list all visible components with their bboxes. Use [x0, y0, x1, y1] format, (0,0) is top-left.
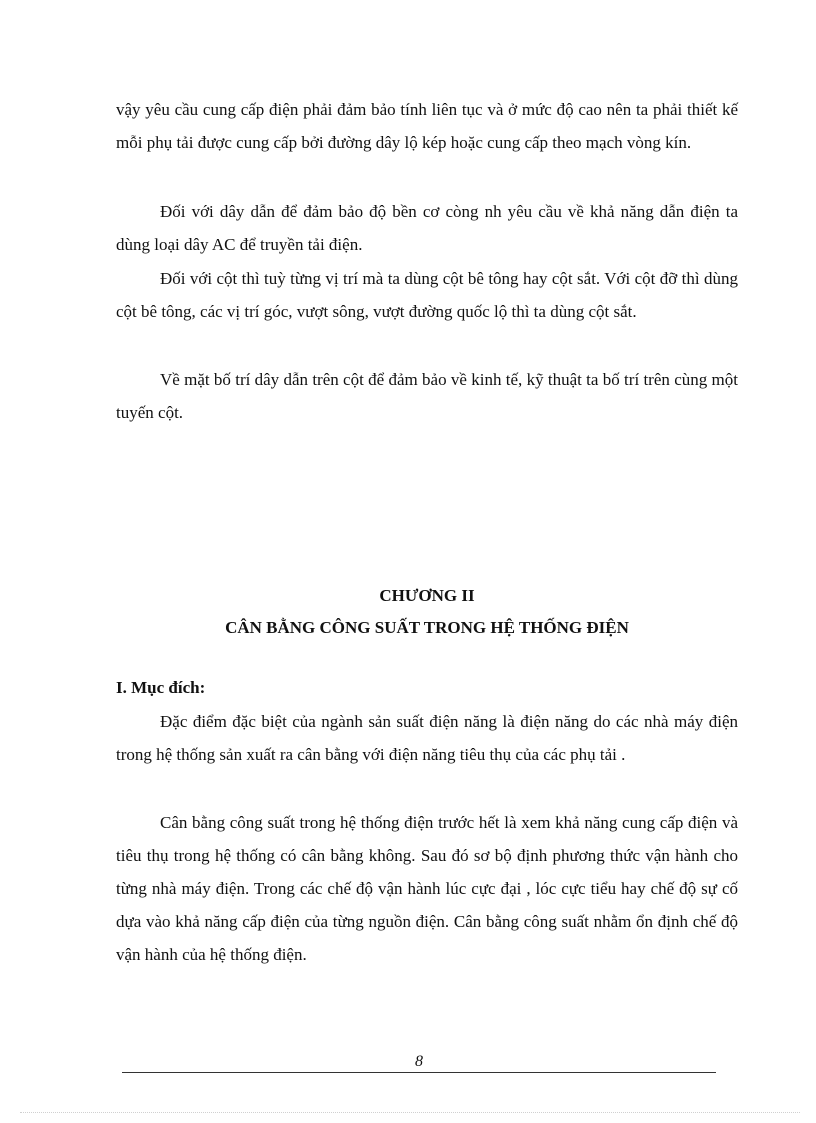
paragraph-conductor: Đối với dây dẫn để đảm bảo độ bền cơ còng nh yêu cầu về khả năng dẫn điện ta dùng loại dây AC để truyền tải điện.: [116, 202, 738, 254]
chapter-label: CHƯƠNG II: [379, 586, 475, 605]
page-number: 8: [415, 1053, 423, 1070]
paragraph-poles: Đối với cột thì tuỳ từng vị trí mà ta dùng cột bê tông hay cột sắt. Với cột đỡ thì dùng cột bê tông, các vị trí góc, vượt sông, vượt đường quốc lộ thì ta dùng cột sắt.: [116, 269, 738, 321]
page-bottom-border: [20, 1112, 800, 1113]
paragraph-arrangement: Về mặt bố trí dây dẫn trên cột để đảm bảo về kinh tế, kỹ thuật ta bố trí trên cùng một tuyến cột.: [116, 370, 738, 422]
chapter-title: CÂN BẰNG CÔNG SUẤT TRONG HỆ THỐNG ĐIỆN: [225, 618, 629, 637]
paragraph-continuation: vậy yêu cầu cung cấp điện phải đảm bảo tính liên tục và ở mức độ cao nên ta phải thiết kế mỗi phụ tải được cung cấp bởi đường dây lộ kép hoặc cung cấp theo mạch vòng kín.: [116, 100, 738, 152]
section-title: I. Mục đích:: [116, 678, 206, 697]
paragraph-power-balance: Cân bằng công suất trong hệ thống điện trước hết là xem khả năng cung cấp điện và tiêu thụ trong hệ thống có cân bằng không. Sau đó sơ bộ định phương thức vận hành cho từng nhà máy điện. Trong các chế độ vận hành lúc cực đại , lóc cực tiểu hay chế độ sự cố dựa vào khả năng cấp điện của từng nguồn điện. Cân bằng công suất nhằm ổn định chế độ vận hành của hệ thống điện.: [116, 813, 738, 964]
paragraph-purpose: Đặc điểm đặc biệt của ngành sản suất điện năng là điện năng do các nhà máy điện trong hệ thống sản xuất ra cân bằng với điện năng tiêu thụ của các phụ tải .: [116, 712, 738, 764]
footer-rule: [122, 1072, 716, 1073]
